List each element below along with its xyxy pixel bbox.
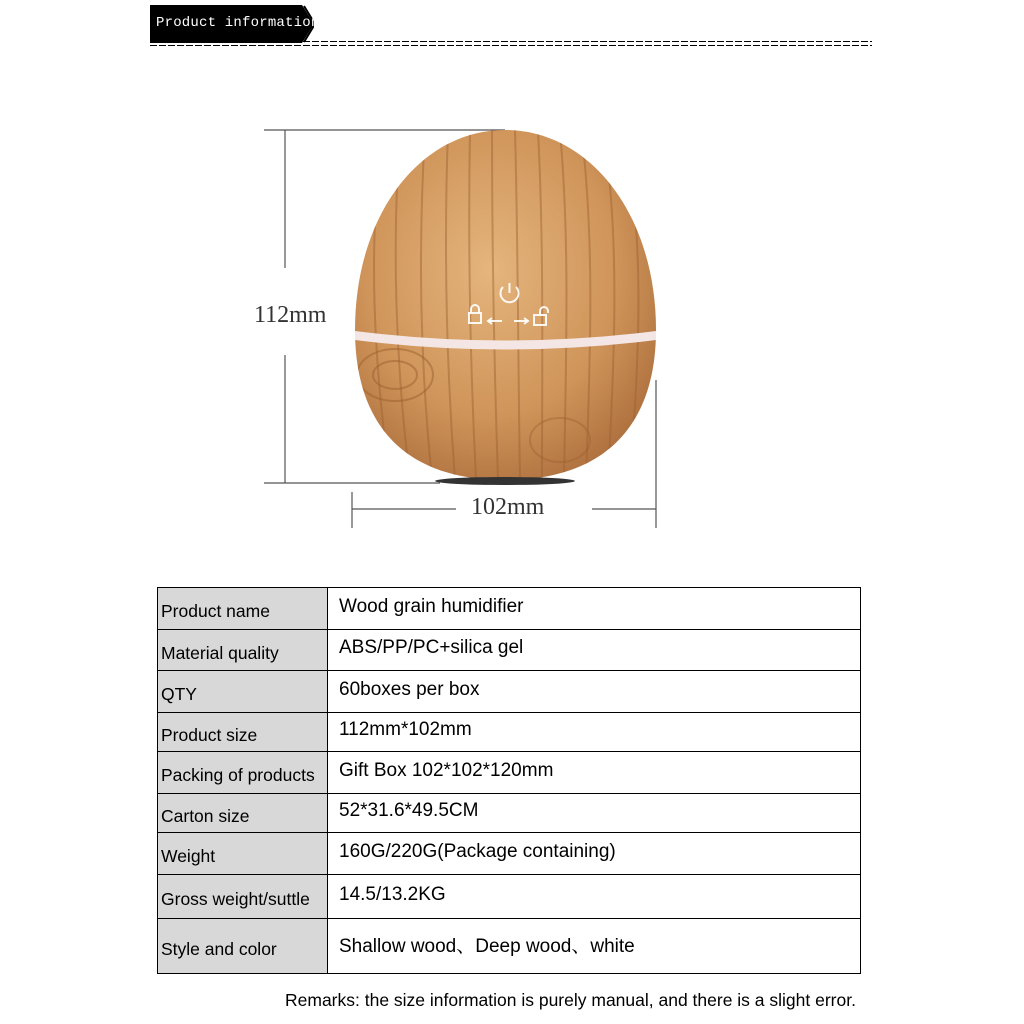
table-row — [158, 588, 861, 630]
spec-value: Wood grain humidifier — [328, 588, 861, 630]
width-dimension-label: 102mm — [471, 494, 545, 520]
spec-table — [157, 587, 861, 974]
table-row — [158, 919, 861, 974]
spec-value: 60boxes per box — [328, 671, 861, 713]
spec-label: Packing of products — [158, 752, 328, 794]
spec-label: Carton size — [158, 794, 328, 833]
spec-value: 160G/220G(Package containing) — [328, 833, 861, 875]
spec-value: 52*31.6*49.5CM — [328, 794, 861, 833]
spec-value: 14.5/13.2KG — [328, 875, 861, 919]
table-row — [158, 713, 861, 752]
height-dimension-label: 112mm — [254, 302, 327, 328]
spec-label: Style and color — [158, 919, 328, 974]
table-row — [158, 752, 861, 794]
spec-value: Gift Box 102*102*120mm — [328, 752, 861, 794]
remarks-note: Remarks: the size information is purely manual, and there is a slight error. — [285, 990, 856, 1010]
table-row — [158, 630, 861, 671]
spec-label: QTY — [158, 671, 328, 713]
spec-value: Shallow wood、Deep wood、white — [328, 919, 861, 974]
section-title: Product information — [156, 15, 320, 31]
spec-value: ABS/PP/PC+silica gel — [328, 630, 861, 671]
spec-label: Weight — [158, 833, 328, 875]
table-row — [158, 794, 861, 833]
spec-label: Product name — [158, 588, 328, 630]
table-row — [158, 833, 861, 875]
table-row — [158, 671, 861, 713]
table-row — [158, 875, 861, 919]
spec-label: Gross weight/suttle — [158, 875, 328, 919]
spec-value: 112mm*102mm — [328, 713, 861, 752]
spec-label: Product size — [158, 713, 328, 752]
spec-label: Material quality — [158, 630, 328, 671]
